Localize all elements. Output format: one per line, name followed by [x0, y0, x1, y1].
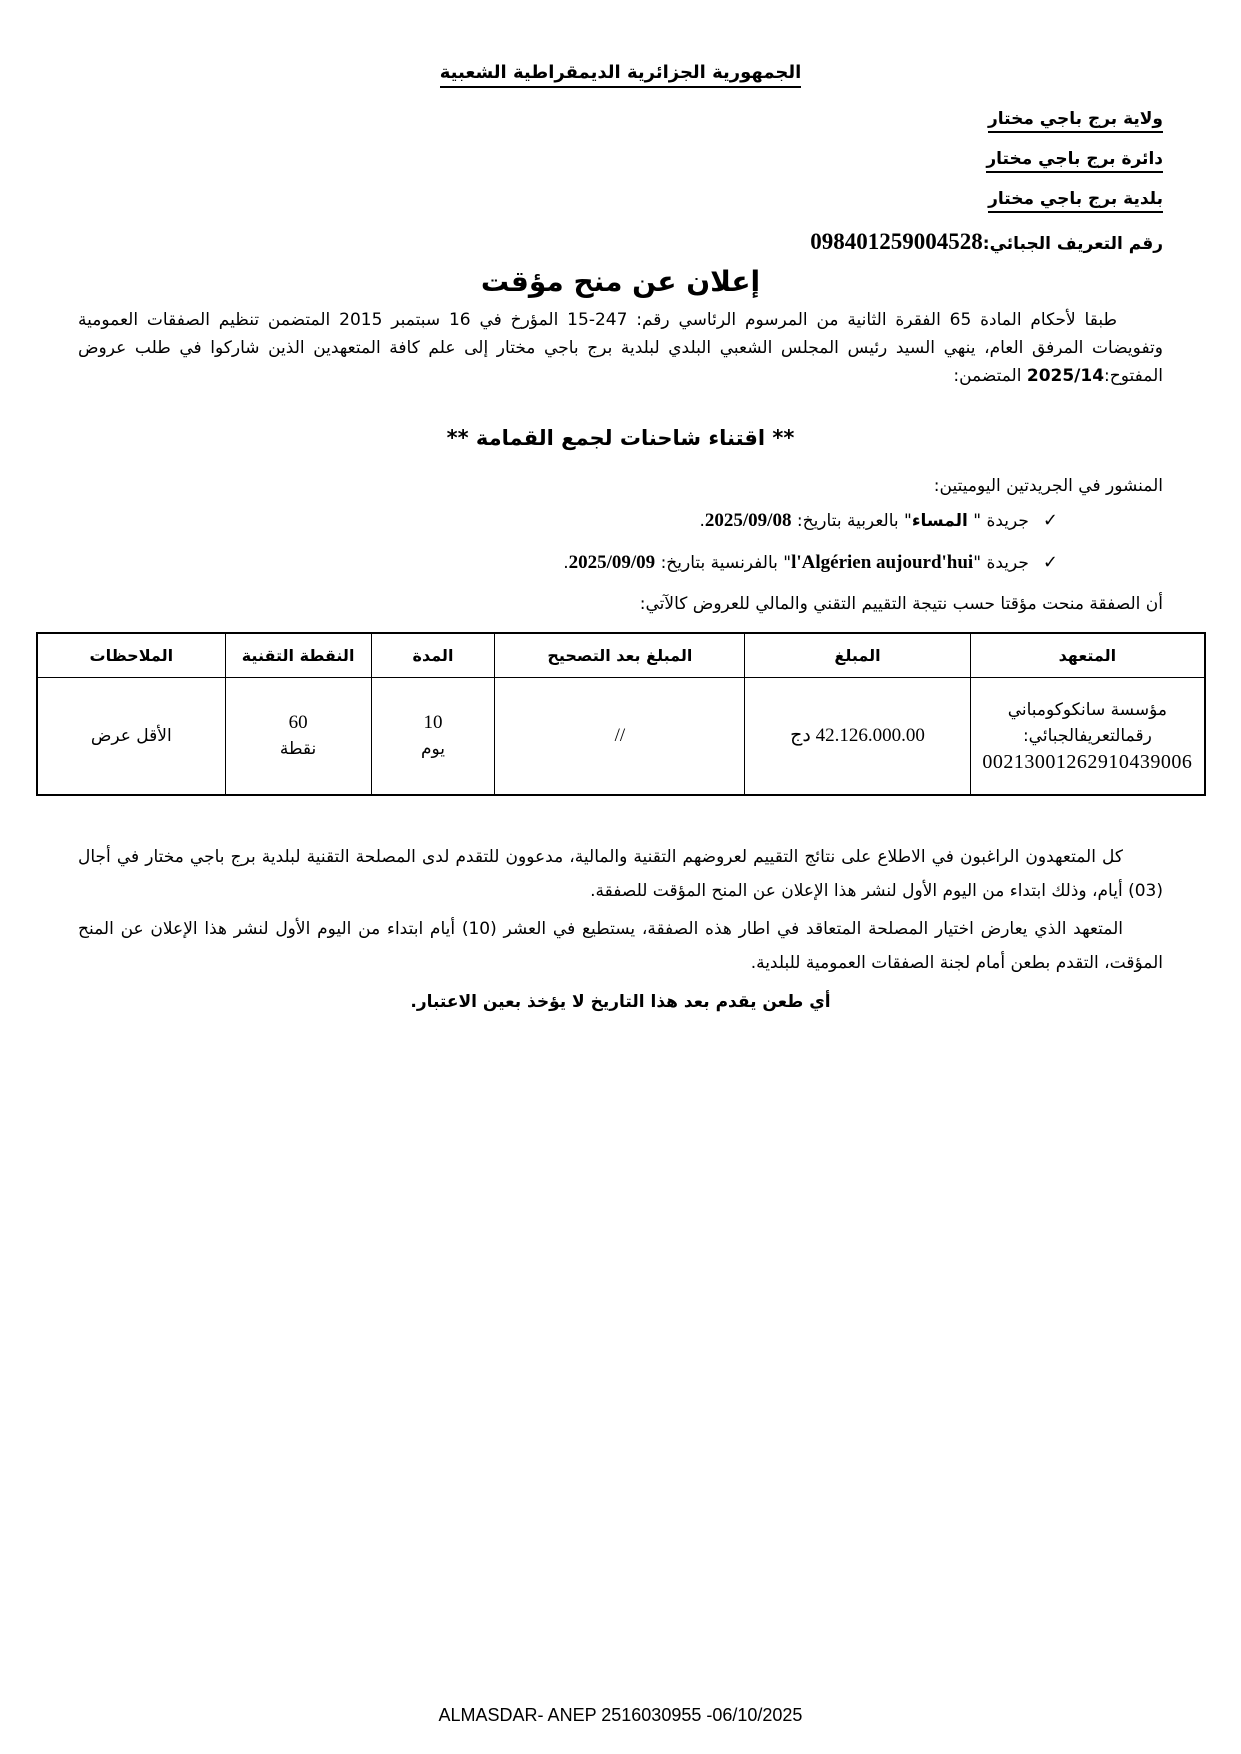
award-results-table [36, 632, 1206, 796]
intro-part1: طبقا لأحكام المادة 65 الفقرة الثانية من المرسوم الرئاسي رقم: 247-15 المؤرخ في 16 سبتمبر 2015 المتضمن تنظيم الصفقات العمومية وتفويضات المرفق العام، ينهي السيد رئيس المجلس الشعبي البلدي لبلدية برج باجي مختار إلى علم كافة المتعهدين الذين شاركوا في طلب عروض المفتوح: [78, 310, 1163, 386]
daira-text: دائرة برج باجي مختار [986, 149, 1163, 173]
review-deadline-paragraph: كل المتعهدون الراغبون في الاطلاع على نتائج التقييم لعروضهم التقنية والمالية، مدعوون للتقدم لدى المصلحة التقنية لبلدية برج باجي مختار في أجال (03) أيام، وذلك ابتداء من اليوم الأول لنشر هذا الإعلان عن المنح المؤقت للصفقة. [78, 847, 1163, 901]
header-technical-score: النقطة التقنية [225, 633, 371, 677]
pub-prefix: جريدة " [967, 511, 1029, 531]
header-bidder: المتعهد [970, 633, 1205, 677]
pub-suffix: . [699, 511, 705, 531]
bidder-tax-number: 00213001262910439006 [982, 750, 1193, 773]
pub-suffix: . [563, 553, 569, 573]
daira-line [78, 149, 1163, 169]
tax-id-value: 098401259004528 [810, 229, 983, 254]
appeal-paragraph: المتعهد الذي يعارض اختيار المصلحة المتعاقد في اطار هذه الصفقة، يستطيع في العشر (10) أيام ابتداء من اليوم الأول لنشر هذا الإعلان عن المنح المؤقت، التقدم بطعن أمام لجنة الصفقات العمومية للبلدية. [78, 919, 1163, 973]
score-value: 60 [288, 711, 308, 733]
publications-list [78, 510, 1163, 574]
pub-middle: " بالعربية بتاريخ: [791, 511, 912, 531]
anep-footer: ALMASDAR- ANEP 2516030955 -06/10/2025 [438, 1705, 803, 1725]
baladiya-line [78, 189, 1163, 209]
header-amount: المبلغ [745, 633, 970, 677]
publication-item-arabic [78, 510, 1163, 532]
tender-number: 2025/14 [1026, 366, 1105, 386]
wilaya-text: ولاية برج باجي مختار [988, 109, 1163, 133]
republic-header-text: الجمهورية الجزائرية الديمقراطية الشعبية [440, 62, 802, 88]
bidder-name: مؤسسة سانكوكومباني [1007, 699, 1168, 720]
duration-value: 10 [423, 711, 443, 733]
header-remarks: الملاحظات [37, 633, 225, 677]
baladiya-text: بلدية برج باجي مختار [988, 189, 1163, 213]
checkmark-icon: ✓ [1042, 552, 1058, 573]
header-amount-after-correction: المبلغ بعد التصحيح [495, 633, 745, 677]
remarks-text: الأقل عرض [90, 725, 172, 746]
publication-date-arabic: 2025/09/08 [704, 510, 792, 531]
final-note: أي طعن يقدم بعد هذا التاريخ لا يؤخذ بعين الاعتبار. [410, 992, 831, 1012]
amount-value: 42.126.000.00 دج [790, 724, 925, 746]
award-intro-line: أن الصفقة منحت مؤقتا حسب نتيجة التقييم التقني والمالي للعروض كالآتي: [639, 594, 1163, 614]
score-unit: نقطة [279, 738, 317, 759]
publications-label: المنشور في الجريدتين اليوميتين: [933, 476, 1163, 496]
publication-item-french [78, 552, 1163, 574]
checkmark-icon: ✓ [1042, 510, 1058, 531]
newspaper-name-arabic: المساء [911, 511, 968, 531]
header-duration: المدة [371, 633, 495, 677]
authority-block [78, 109, 1163, 255]
amount-after-correction-value: // [614, 724, 626, 746]
pub-prefix: جريدة " [973, 553, 1029, 573]
table-row [37, 677, 1205, 795]
closing-paragraphs [78, 840, 1163, 1012]
duration-unit: يوم [420, 738, 445, 759]
page-title: إعلان عن منح مؤقت [480, 265, 761, 298]
cell-bidder [970, 677, 1205, 795]
publication-date-french: 2025/09/09 [568, 552, 656, 573]
cell-duration [371, 677, 495, 795]
table-header-row [37, 633, 1205, 677]
tax-id-line [78, 229, 1163, 255]
pub-middle: " بالفرنسية بتاريخ: [655, 553, 792, 573]
intro-paragraph [78, 306, 1163, 390]
wilaya-line [78, 109, 1163, 129]
tax-id-label: رقم التعريف الجبائي: [982, 234, 1163, 254]
republic-header [78, 62, 1163, 83]
newspaper-name-french: l'Algérien aujourd'hui [791, 552, 974, 573]
bidder-tax-label: رقمالتعريفالجبائي: [1022, 725, 1152, 746]
subject-title: ** اقتناء شاحنات لجمع القمامة ** [446, 426, 795, 450]
cell-amount [745, 677, 970, 795]
cell-remarks [37, 677, 225, 795]
cell-amount-after-correction [495, 677, 745, 795]
intro-part2: المتضمن: [953, 366, 1027, 386]
cell-technical-score [225, 677, 371, 795]
